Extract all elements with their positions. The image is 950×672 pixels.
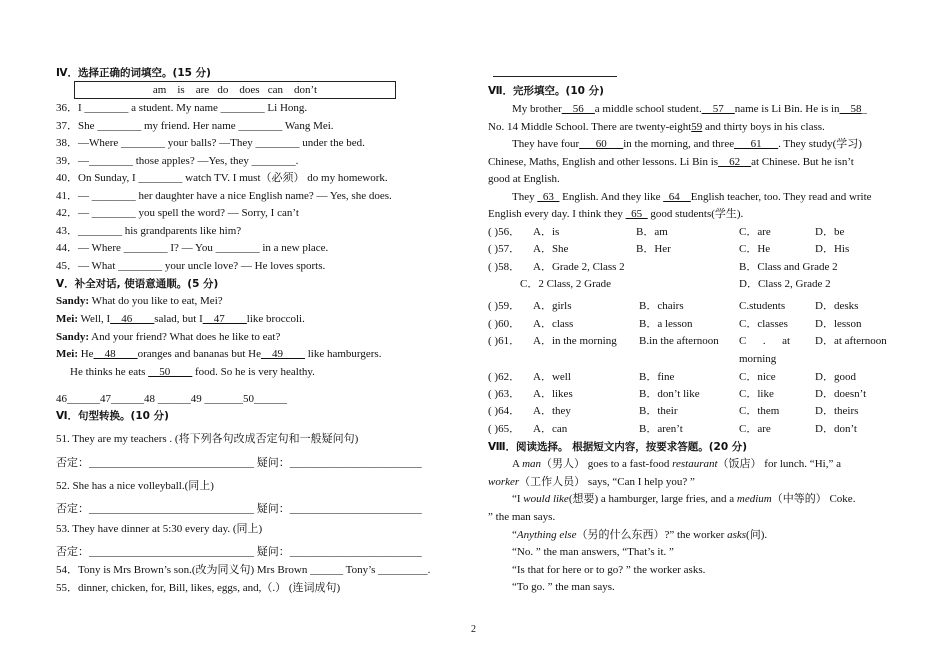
option-a: A．class: [533, 318, 574, 330]
dialog-text: oranges and bananas but He: [137, 348, 261, 360]
question-38: 38．—Where ________ your balls? —They ________ under the bed.: [56, 137, 365, 149]
word-bank-box: [74, 81, 396, 99]
choice-number: ( )61．: [488, 335, 521, 347]
option-d: D．theirs: [815, 405, 859, 417]
option-a: A．likes: [533, 388, 573, 400]
question-44: 44．— Where ________ I? — You ________ in a new place.: [56, 242, 329, 254]
dialog-text: food. So he is very healthy.: [192, 366, 315, 378]
cloze-text: name is Li Bin. He is in: [734, 103, 840, 115]
option-b: B．don’t like: [639, 388, 700, 400]
reading-text: “: [512, 529, 517, 541]
option-d: D．desks: [815, 300, 859, 312]
blank-48: __48____: [93, 348, 138, 360]
question-53: 53. They have dinner at 5:30 every day. (同上): [56, 523, 263, 535]
option-b: B．their: [639, 405, 678, 417]
cloze-text: in the morning, and three: [623, 138, 735, 150]
option-b: B．chairs: [639, 300, 684, 312]
cloze-line-5: good at English.: [488, 173, 560, 185]
question-39: 39．—________ those apples? —Yes, they ________.: [56, 155, 299, 167]
blank-60: ___60___: [579, 138, 624, 150]
reading-text: （饭店） for lunch. “Hi,” a: [717, 458, 841, 470]
choice-number: ( )59．: [488, 300, 521, 312]
question-54: 54．Tony is Mrs Brown’s son.(改为同义句) Mrs Brown ______ Tony’s _________.: [56, 564, 431, 576]
cloze-line-2: [488, 120, 825, 134]
cloze-text: and thirty boys in his class.: [702, 121, 825, 133]
divider-rule: [493, 76, 617, 77]
choice-number: ( )60．: [488, 318, 521, 330]
question-36: 36．I ________ a student. My name ________ Li Hong.: [56, 102, 308, 114]
speaker-label: Mei:: [56, 348, 78, 360]
cloze-text: a middle school student.: [594, 103, 702, 115]
cloze-text: They have four: [512, 138, 580, 150]
dialog-text: like broccoli.: [246, 313, 305, 325]
choice-number: ( )65．: [488, 423, 521, 435]
reading-text: （工作人员） says, “Can I help you? ”: [519, 476, 695, 488]
option-d: D．Class 2, Grade 2: [739, 278, 831, 290]
reading-text: （男人） goes to a fast-food: [541, 458, 673, 470]
cloze-text: Chinese, Maths, English and other lessons. Li Bin is: [488, 156, 719, 168]
section-6-title: Ⅵ．句型转换。(10 分): [56, 410, 169, 422]
dialog-text: like hamburgers.: [304, 348, 382, 360]
reading-text: （中等的） Coke.: [771, 493, 856, 505]
option-c: C．like: [739, 388, 774, 400]
option-b: B．Her: [636, 243, 671, 255]
dialog-line-2: [56, 312, 305, 326]
reading-line-6: “No. ” the man answers, “That’s it. ”: [512, 546, 674, 558]
dialog-text: salad, but I: [154, 313, 203, 325]
reading-italic: restaurant: [672, 458, 718, 470]
reading-line-2: [488, 475, 695, 489]
option-a: A．girls: [533, 300, 572, 312]
option-c-wrap: morning: [739, 353, 777, 365]
cloze-text: My brother: [512, 103, 562, 115]
answer-line-53: 否定：______________________________ 疑问：________________________: [56, 546, 422, 558]
option-c: C．He: [739, 243, 771, 255]
option-d: D．His: [815, 243, 850, 255]
choice-number: ( )56．: [488, 226, 521, 238]
cloze-text: English every day. I think they: [488, 208, 626, 220]
reading-text: （另的什么东西）?” the worker: [576, 529, 728, 541]
reading-line-5: [512, 528, 767, 542]
blank-50: __50____: [148, 366, 193, 378]
option-a: A．Grade 2, Class 2: [533, 261, 625, 273]
option-b: B．Class and Grade 2: [739, 261, 838, 273]
option-d: D．don’t: [815, 423, 857, 435]
reading-text: (问).: [746, 529, 768, 541]
option-a: A．can: [533, 423, 568, 435]
reading-italic: asks: [727, 529, 747, 541]
reading-text: A: [512, 458, 523, 470]
question-45: 45．— What ________ your uncle love? — He loves sports.: [56, 260, 326, 272]
dialog-line-5: [70, 365, 315, 379]
blank-62: __62__: [718, 156, 752, 168]
section-7-title: Ⅶ．完形填空。(10 分): [488, 85, 604, 97]
reading-italic: would like: [523, 493, 569, 505]
answer-line-51: 否定：______________________________ 疑问：________________________: [56, 457, 422, 469]
blank-58: __58: [839, 103, 862, 115]
question-42: 42．— ________ you spell the word? — Sorry, I can’t: [56, 207, 299, 219]
cloze-line-7: [488, 207, 743, 221]
option-b: B．aren’t: [639, 423, 683, 435]
cloze-text: . They study(学习): [778, 138, 862, 150]
choice-number: ( )63．: [488, 388, 521, 400]
blank-65: _65_: [625, 208, 648, 220]
choice-number: ( )62．: [488, 371, 521, 383]
option-a: A．She: [533, 243, 569, 255]
reading-text: “I: [512, 493, 524, 505]
option-d: D．lesson: [815, 318, 862, 330]
option-d: D．doesn’t: [815, 388, 867, 400]
cloze-text: They: [512, 191, 538, 203]
option-d: D．good: [815, 371, 856, 383]
option-d: D．be: [815, 226, 845, 238]
section-8-title: Ⅷ．阅读选择。 根据短文内容，按要求答题。(20 分): [488, 441, 748, 453]
blank-61: ___61___: [734, 138, 779, 150]
question-41: 41．— ________ her daughter have a nice English name? — Yes, she does.: [56, 190, 392, 202]
reading-text: (想要) a hamburger, large fries, and a: [568, 493, 737, 505]
section-4-title: Ⅳ．选择正确的词填空。(15 分): [56, 67, 211, 79]
cloze-line-6: [512, 190, 872, 204]
reading-line-8: “To go. ” the man says.: [512, 581, 615, 593]
question-52: 52. She has a nice volleyball.(同上): [56, 480, 214, 492]
option-a: A．is: [533, 226, 560, 238]
choice-number: ( )57．: [488, 243, 521, 255]
blank-49: __49____: [260, 348, 305, 360]
answer-line-52: 否定：______________________________ 疑问：________________________: [56, 503, 422, 515]
cloze-text: English teacher, too. They read and write: [690, 191, 872, 203]
dialog-line-4: [56, 347, 381, 361]
blank-46: __46____: [110, 313, 155, 325]
cloze-text: No. 14 Middle School. There are twenty-eight: [488, 121, 692, 133]
option-c: C．are: [739, 423, 771, 435]
blank-59: 59: [691, 121, 703, 133]
option-b: B．a lesson: [639, 318, 693, 330]
blank-57: __57__: [701, 103, 735, 115]
dialog-text: He thinks he eats: [70, 366, 149, 378]
dialog-text: What do you like to eat, Mei?: [89, 295, 223, 307]
option-c: C.students: [739, 300, 786, 312]
reading-line-4: ” the man says.: [488, 511, 556, 523]
page-number: 2: [471, 624, 476, 635]
choice-number: ( )58．: [488, 261, 521, 273]
reading-line-1: [512, 457, 841, 471]
dialog-text: Well, I: [77, 313, 111, 325]
blank-64: _64__: [663, 191, 691, 203]
speaker-label: Sandy:: [56, 331, 90, 343]
option-c: C．2 Class, 2 Grade: [520, 278, 612, 290]
option-a: A．in the morning: [533, 335, 617, 347]
blank-63: _63_: [537, 191, 560, 203]
cloze-line-3: [512, 137, 862, 151]
section-5-title: Ⅴ．补全对话, 使语意通顺。(5 分): [56, 278, 219, 290]
option-c: C．classes: [739, 318, 788, 330]
option-b: B．fine: [639, 371, 675, 383]
option-c: C．are: [739, 226, 771, 238]
dialog-line-3: [56, 330, 280, 344]
reading-line-7: “Is that for here or to go? ” the worker asks.: [512, 564, 706, 576]
cloze-text: English. And they like: [559, 191, 664, 203]
speaker-label: Mei:: [56, 313, 78, 325]
option-b: B.in the afternoon: [639, 335, 719, 347]
option-a: A．well: [533, 371, 571, 383]
option-a: A．they: [533, 405, 571, 417]
option-c: C．them: [739, 405, 780, 417]
dialog-line-1: [56, 294, 223, 308]
cloze-text: good students(学生).: [647, 208, 744, 220]
cloze-line-4: [488, 155, 854, 169]
answer-line-46-50: 46______47______48 ______49 _______50______: [56, 393, 287, 405]
option-d: D．at afternoon: [815, 335, 887, 347]
word-bank-text: am is are do does can don’t: [152, 84, 318, 96]
question-37: 37．She ________ my friend. Her name ________ Wang Mei.: [56, 120, 334, 132]
choice-number: ( )64．: [488, 405, 521, 417]
reading-italic: worker: [488, 476, 520, 488]
option-c: C．nice: [739, 371, 776, 383]
reading-italic: medium: [736, 493, 772, 505]
question-43: 43．________ his grandparents like him?: [56, 225, 242, 237]
blank-47: __47____: [202, 313, 247, 325]
speaker-label: Sandy:: [56, 295, 90, 307]
question-40: 40．On Sunday, I ________ watch TV. I must（必须） do my homework.: [56, 172, 388, 184]
cloze-line-1: [512, 102, 867, 116]
reading-line-3: [512, 492, 855, 506]
cloze-text: _: [861, 103, 868, 115]
reading-italic: Anything else: [516, 529, 577, 541]
dialog-text: He: [77, 348, 94, 360]
cloze-text: at Chinese. But he isn’t: [751, 156, 854, 168]
reading-italic: man: [522, 458, 542, 470]
option-c: C . at: [739, 335, 791, 347]
question-51: 51. They are my teachers . (将下列各句改成否定句和一般疑问句): [56, 433, 359, 445]
blank-56: __56__: [561, 103, 595, 115]
option-b: B．am: [636, 226, 668, 238]
question-55: 55．dinner, chicken, for, Bill, likes, eggs, and,（.） (连词成句): [56, 582, 341, 594]
dialog-text: And your friend? What does he like to eat?: [89, 331, 281, 343]
